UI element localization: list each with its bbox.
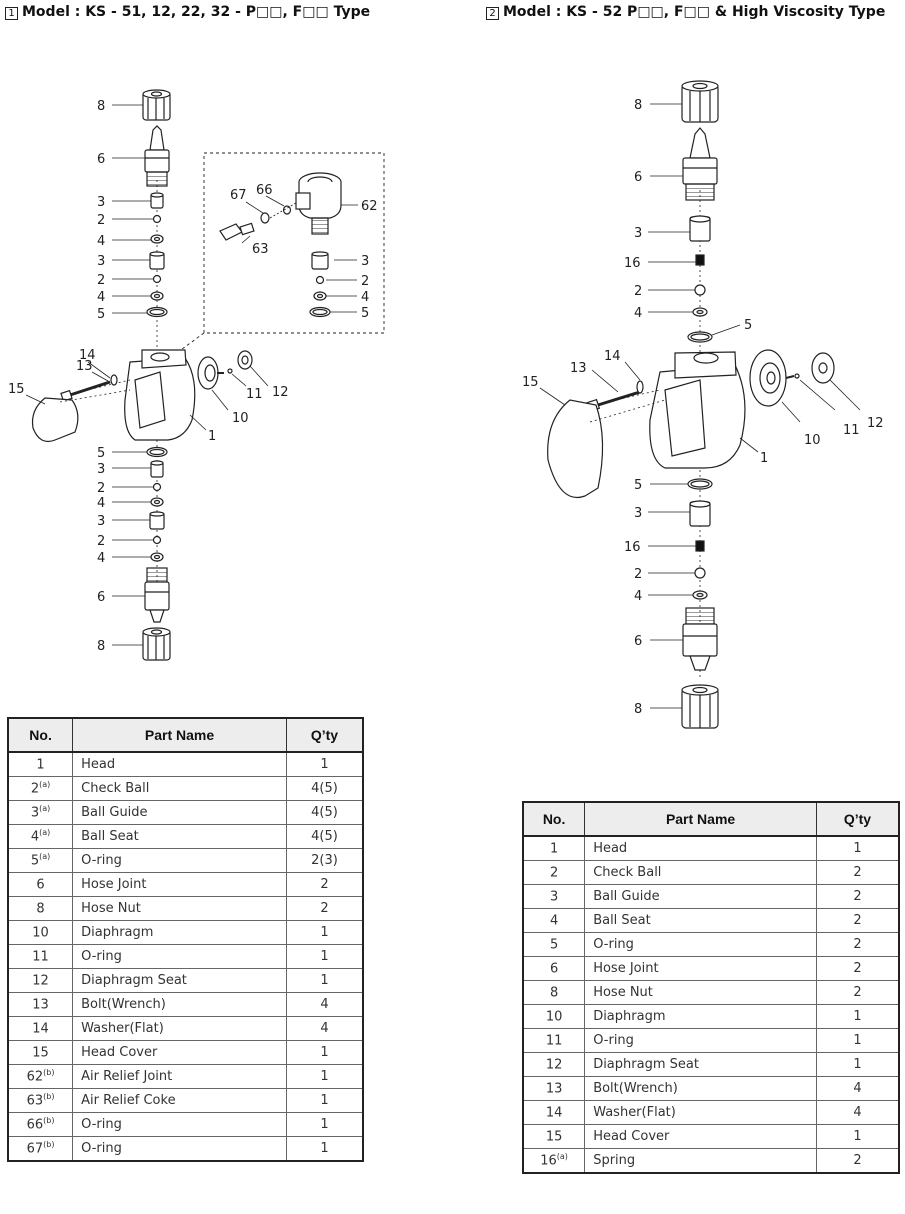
part-footnote-mark: (b) (43, 1068, 55, 1078)
part-name-cell: Ball Seat (585, 909, 817, 933)
parts-table-1 (7, 717, 364, 1162)
washer-part (111, 375, 117, 385)
callout: 4 (97, 290, 106, 305)
part-name-cell: Head Cover (585, 1125, 817, 1149)
table-row (523, 981, 899, 1005)
part-number: 2 (30, 781, 40, 797)
part-name-cell: Bolt(Wrench) (585, 1077, 817, 1101)
callout: 16 (624, 540, 641, 555)
part-name-cell: Hose Nut (585, 981, 817, 1005)
part-number: 3 (549, 889, 559, 905)
hose-joint-part (150, 126, 164, 150)
part-number-cell (8, 825, 73, 849)
part-number-cell (523, 885, 585, 909)
part-number-cell (523, 909, 585, 933)
part-name-cell: Diaphragm (585, 1005, 817, 1029)
part-qty-cell: 1 (286, 1089, 363, 1113)
part-name-cell: Check Ball (73, 777, 287, 801)
callout: 12 (272, 385, 289, 400)
callout: 4 (97, 551, 106, 566)
part-number: 12 (545, 1057, 563, 1073)
part-footnote-mark: (a) (39, 852, 51, 862)
part-number: 10 (32, 925, 49, 941)
part-number-cell (523, 1029, 585, 1053)
part-qty-cell: 1 (286, 921, 363, 945)
part-number-cell (8, 993, 73, 1017)
callout: 2 (97, 213, 106, 228)
part-number-cell (8, 921, 73, 945)
part-number: 15 (32, 1045, 49, 1061)
part-footnote-mark: (a) (556, 1152, 568, 1162)
part-name-cell: Head (73, 752, 287, 777)
table-row (8, 1017, 363, 1041)
part-name-cell: O-ring (73, 849, 287, 873)
callout: 6 (634, 170, 643, 185)
part-number-cell (523, 957, 585, 981)
table-header-row (8, 718, 363, 752)
callout: 2 (97, 273, 106, 288)
part-number-cell (8, 1041, 73, 1065)
part-qty-cell: 1 (286, 1065, 363, 1089)
callout: 3 (97, 514, 106, 529)
part-qty-cell: 1 (816, 1053, 899, 1077)
part-number-cell (8, 1089, 73, 1113)
part-number: 67 (26, 1141, 44, 1157)
part-qty-cell: 2 (816, 933, 899, 957)
callout: 2 (634, 284, 643, 299)
table-row (8, 873, 363, 897)
part-number: 8 (549, 985, 559, 1001)
callout: 11 (246, 387, 263, 402)
part-qty-cell: 4 (286, 993, 363, 1017)
part-name-cell: Hose Joint (585, 957, 817, 981)
part-number: 13 (32, 997, 49, 1013)
callout: 4 (634, 306, 643, 321)
callout: 2 (97, 534, 106, 549)
part-name-cell: Check Ball (585, 861, 817, 885)
callout: 5 (97, 446, 106, 461)
part-name-cell: Washer(Flat) (585, 1101, 817, 1125)
callout: 4 (634, 589, 643, 604)
callout: 2 (361, 274, 370, 289)
part-name-cell: O-ring (585, 1029, 817, 1053)
part-name-cell: Air Relief Joint (73, 1065, 287, 1089)
table-row (8, 1041, 363, 1065)
part-number: 15 (545, 1129, 563, 1145)
part-number: 4 (30, 829, 40, 845)
part-number-cell (8, 1017, 73, 1041)
part-name-cell: Head Cover (73, 1041, 287, 1065)
part-qty-cell: 1 (816, 1125, 899, 1149)
part-name-cell: Diaphragm Seat (73, 969, 287, 993)
table-row (523, 933, 899, 957)
table-row (8, 1113, 363, 1137)
part-number-cell (523, 1101, 585, 1125)
part-number: 1 (36, 757, 45, 773)
part-name-cell: Diaphragm Seat (585, 1053, 817, 1077)
part-number-cell (8, 897, 73, 921)
part-number-cell (523, 861, 585, 885)
part-qty-cell: 2 (286, 873, 363, 897)
table-header-row (523, 802, 899, 836)
part-number-cell (8, 752, 73, 777)
part-qty-cell: 1 (816, 836, 899, 861)
part-footnote-mark: (a) (39, 780, 51, 790)
callout: 62 (361, 199, 378, 214)
part-number: 16 (540, 1153, 557, 1169)
col-header-part-name: Part Name (585, 802, 817, 836)
part-qty-cell: 1 (816, 1029, 899, 1053)
callout: 16 (624, 256, 641, 271)
parts-table-1-body (8, 752, 363, 1161)
part-number: 63 (26, 1093, 44, 1109)
part-name-cell: Washer(Flat) (73, 1017, 287, 1041)
part-footnote-mark: (b) (43, 1140, 55, 1150)
part-number: 4 (549, 913, 559, 929)
part-qty-cell: 2 (816, 1149, 899, 1174)
col-header-qty: Q’ty (816, 802, 899, 836)
part-number: 62 (26, 1069, 44, 1085)
table-row (523, 1077, 899, 1101)
part-qty-cell: 1 (286, 1041, 363, 1065)
part-number-cell (8, 1137, 73, 1162)
diagram-2 (548, 81, 834, 728)
callout: 6 (97, 590, 106, 605)
part-footnote-mark: (b) (43, 1092, 55, 1102)
callout: 3 (97, 254, 106, 269)
table-row (523, 1125, 899, 1149)
part-qty-cell: 1 (286, 945, 363, 969)
part-number-cell (523, 933, 585, 957)
callout: 15 (522, 375, 539, 390)
part-number: 5 (549, 937, 559, 953)
part-number: 10 (545, 1009, 563, 1025)
col-header-no: No. (8, 718, 73, 752)
part-number: 5 (30, 853, 40, 869)
air-relief-coke-part (220, 224, 242, 240)
callout: 8 (634, 702, 643, 717)
callout: 10 (232, 411, 249, 426)
part-footnote-mark: (b) (43, 1116, 55, 1126)
part-qty-cell: 2(3) (286, 849, 363, 873)
part-qty-cell: 2 (816, 861, 899, 885)
part-number: 3 (30, 805, 40, 821)
callout: 63 (252, 242, 269, 257)
table-row (8, 777, 363, 801)
part-name-cell: Diaphragm (73, 921, 287, 945)
part-footnote-mark: (a) (39, 828, 51, 838)
callout: 5 (744, 318, 753, 333)
callout: 12 (867, 416, 884, 431)
part-number-cell (523, 981, 585, 1005)
part-qty-cell: 2 (286, 897, 363, 921)
part-name-cell: Bolt(Wrench) (73, 993, 287, 1017)
parts-table-2 (522, 801, 900, 1174)
callout: 1 (208, 429, 217, 444)
col-header-part-name: Part Name (73, 718, 287, 752)
model-title: Model : KS - 52 P□□, F□□ & High Viscosity Type (503, 4, 886, 20)
part-name-cell: O-ring (73, 945, 287, 969)
callout: 5 (361, 306, 370, 321)
table-row (523, 836, 899, 861)
part-name-cell: O-ring (73, 1137, 287, 1162)
callout: 3 (634, 226, 643, 241)
part-number-cell (8, 849, 73, 873)
diagram-1 (33, 90, 385, 660)
callout: 11 (843, 423, 860, 438)
model-number-box: 2 (486, 7, 499, 20)
part-name-cell: Ball Guide (73, 801, 287, 825)
part-number: 12 (32, 973, 49, 989)
table-row (523, 957, 899, 981)
part-name-cell: Ball Guide (585, 885, 817, 909)
callout: 13 (76, 359, 93, 374)
part-qty-cell: 1 (816, 1005, 899, 1029)
col-header-no: No. (523, 802, 585, 836)
part-name-cell: Hose Joint (73, 873, 287, 897)
parts-table-2-body (523, 836, 899, 1173)
part-name-cell: Spring (585, 1149, 817, 1174)
callout: 3 (97, 195, 106, 210)
callout: 6 (634, 634, 643, 649)
check-ball-part (154, 216, 161, 223)
part-number-cell (8, 801, 73, 825)
callout: 4 (361, 290, 370, 305)
part-number-cell (8, 945, 73, 969)
part-number: 14 (545, 1105, 563, 1121)
part-name-cell: O-ring (73, 1113, 287, 1137)
table-row (8, 897, 363, 921)
callout: 6 (97, 152, 106, 167)
part-qty-cell: 2 (816, 957, 899, 981)
air-relief-detail-box (204, 153, 384, 333)
table-row (8, 921, 363, 945)
part-name-cell: O-ring (585, 933, 817, 957)
table-row (523, 1029, 899, 1053)
part-number: 1 (549, 841, 559, 857)
part-qty-cell: 2 (816, 885, 899, 909)
table-row (523, 885, 899, 909)
callout: 4 (97, 496, 106, 511)
table-row (8, 969, 363, 993)
part-number-cell (523, 836, 585, 861)
part-number-cell (8, 969, 73, 993)
callout: 5 (634, 478, 643, 493)
part-qty-cell: 1 (286, 1113, 363, 1137)
callout: 13 (570, 361, 587, 376)
part-number-cell (523, 1077, 585, 1101)
callout: 3 (97, 462, 106, 477)
table-row (8, 1137, 363, 1162)
callout: 8 (97, 639, 106, 654)
part-qty-cell: 2 (816, 909, 899, 933)
head-cover-part (33, 398, 78, 442)
part-qty-cell: 4 (816, 1077, 899, 1101)
part-number-cell (8, 1065, 73, 1089)
part-qty-cell: 1 (286, 969, 363, 993)
part-number: 6 (549, 961, 559, 977)
part-number-cell (523, 1005, 585, 1029)
callout: 8 (97, 99, 106, 114)
part-number-cell (523, 1149, 585, 1174)
table-row (8, 752, 363, 777)
part-number: 8 (36, 901, 45, 917)
part-number-cell (523, 1125, 585, 1149)
callout: 10 (804, 433, 821, 448)
callout: 5 (97, 307, 106, 322)
callout: 14 (79, 348, 96, 363)
callout: 1 (760, 451, 769, 466)
part-qty-cell: 1 (286, 1137, 363, 1162)
callout: 67 (230, 188, 247, 203)
part-qty-cell: 2 (816, 981, 899, 1005)
callout: 15 (8, 382, 25, 397)
part-name-cell: Hose Nut (73, 897, 287, 921)
table-row (8, 1089, 363, 1113)
part-number: 11 (32, 949, 49, 965)
callout: 3 (361, 254, 370, 269)
part-number: 14 (32, 1021, 49, 1037)
table-row (523, 909, 899, 933)
part-qty-cell: 1 (286, 752, 363, 777)
part-number: 11 (545, 1033, 563, 1049)
callout: 8 (634, 98, 643, 113)
part-number-cell (8, 1113, 73, 1137)
callout: 2 (97, 481, 106, 496)
table-row (523, 861, 899, 885)
table-row (8, 945, 363, 969)
table-row (523, 1053, 899, 1077)
part-number-cell (8, 873, 73, 897)
part-number: 13 (545, 1081, 563, 1097)
table-row (523, 1149, 899, 1174)
model-number-box: 1 (5, 7, 18, 20)
part-number-cell (523, 1053, 585, 1077)
part-footnote-mark: (a) (39, 804, 51, 814)
part-qty-cell: 4(5) (286, 825, 363, 849)
table-row (523, 1101, 899, 1125)
part-name-cell: Air Relief Coke (73, 1089, 287, 1113)
part-qty-cell: 4(5) (286, 801, 363, 825)
part-qty-cell: 4(5) (286, 777, 363, 801)
table-row (8, 849, 363, 873)
part-name-cell: Head (585, 836, 817, 861)
table-row (8, 825, 363, 849)
callout: 2 (634, 567, 643, 582)
callout: 14 (604, 349, 621, 364)
table-row (523, 1005, 899, 1029)
part-number-cell (8, 777, 73, 801)
part-number: 6 (36, 877, 45, 893)
part-qty-cell: 4 (286, 1017, 363, 1041)
callout: 4 (97, 234, 106, 249)
part-qty-cell: 4 (816, 1101, 899, 1125)
callout: 66 (256, 183, 273, 198)
table-row (8, 1065, 363, 1089)
table-row (8, 993, 363, 1017)
table-row (8, 801, 363, 825)
model-title: Model : KS - 51, 12, 22, 32 - P□□, F□□ Type (22, 4, 371, 20)
callout: 3 (634, 506, 643, 521)
part-name-cell: Ball Seat (73, 825, 287, 849)
part-number: 2 (549, 865, 559, 881)
col-header-qty: Q’ty (286, 718, 363, 752)
part-number: 66 (26, 1117, 44, 1133)
